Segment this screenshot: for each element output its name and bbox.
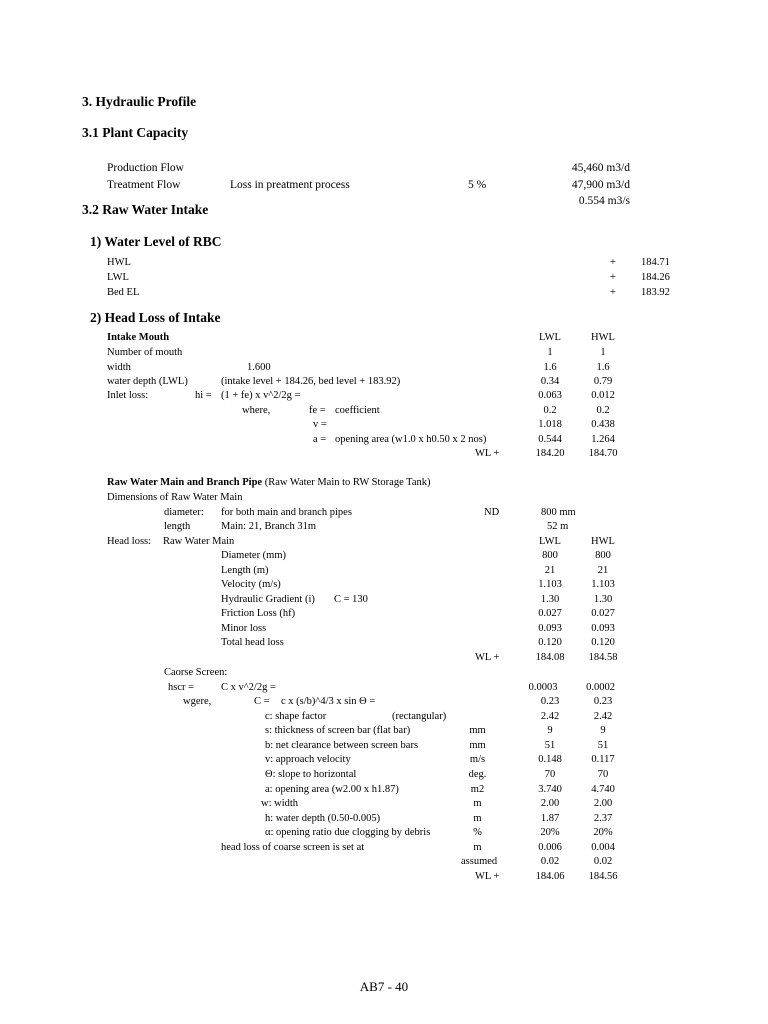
a-lwl: 0.544 — [538, 434, 562, 445]
inlet-lwl: 0.063 — [538, 390, 562, 401]
a-label: a = — [313, 434, 327, 445]
c-label: C = — [254, 696, 270, 707]
pipe-row-label: Minor loss — [221, 623, 267, 634]
screen-row-unit: m — [473, 798, 482, 809]
screen-row-unit: % — [473, 827, 482, 838]
rbc-sign: + — [610, 257, 616, 268]
screen-row-lwl: 3.740 — [538, 784, 562, 795]
where-label: wgere, — [183, 696, 212, 707]
pipe-row-hwl: 0.027 — [591, 608, 615, 619]
assumed-hwl: 0.02 — [593, 856, 613, 867]
raw-water-main-title-rest: (Raw Water Main to RW Storage Tank) — [262, 477, 431, 488]
production-flow-value: 45,460 m3/d — [571, 162, 630, 174]
shape-note: (rectangular) — [392, 711, 447, 722]
screen-row-hwl: 2.42 — [593, 711, 613, 722]
pipe-row-label: Length (m) — [221, 565, 269, 576]
screen-row-lwl: 51 — [544, 740, 556, 751]
screen-row-hwl: 0.117 — [591, 754, 615, 765]
pipe-row-label: Hydraulic Gradient (i) — [221, 594, 315, 605]
screen-row-lwl: 2.42 — [540, 711, 560, 722]
pipe-row-label: Diameter (mm) — [221, 550, 287, 561]
c-formula: c x (s/b)^4/3 x sin Θ = — [281, 696, 376, 707]
rbc-value: 184.26 — [641, 272, 670, 283]
length-value: 52 m — [547, 521, 569, 532]
coarse-screen-title: Caorse Screen: — [164, 667, 228, 678]
c-hwl: 0.23 — [593, 696, 613, 707]
pipe-row-lwl: 1.30 — [540, 594, 560, 605]
coarse-screen-set-hwl: 0.004 — [591, 842, 615, 853]
hscr-hwl: 0.0002 — [586, 682, 615, 693]
screen-row-label: Θ: slope to horizontal — [265, 769, 357, 780]
rbc-value: 183.92 — [641, 287, 670, 298]
dimensions-label: Dimensions of Raw Water Main — [107, 492, 243, 503]
wl-hwl: 184.70 — [588, 448, 618, 459]
screen-row-label: b: net clearance between screen bars — [265, 740, 419, 751]
production-flow-label: Production Flow — [107, 162, 184, 174]
rbc-label: Bed EL — [107, 287, 140, 298]
head-loss-desc: Raw Water Main — [163, 536, 235, 547]
loss-process-label: Loss in preatment process — [230, 179, 350, 191]
v-lwl: 1.018 — [538, 419, 562, 430]
treatment-flow-m3s: 0.554 m3/s — [578, 195, 630, 207]
section-heading-hydraulic-profile: 3. Hydraulic Profile — [82, 94, 197, 109]
width-lwl: 1.6 — [543, 362, 557, 373]
screen-row-label: s: thickness of screen bar (flat bar) — [265, 725, 411, 736]
inlet-hi-label: hi = — [195, 390, 212, 401]
screen-row-label: a: opening area (w2.00 x h1.87) — [265, 784, 399, 795]
coarse-screen-set-label: head loss of coarse screen is set at — [221, 842, 365, 853]
pipe-row-lwl: 800 — [542, 550, 558, 561]
screen-row-hwl: 70 — [597, 769, 609, 780]
pipe-row-label: Velocity (m/s) — [221, 579, 281, 590]
number-hwl: 1 — [600, 347, 606, 358]
pipe-row-hwl: 800 — [595, 550, 611, 561]
raw-water-main-title — [107, 478, 431, 489]
screen-row-hwl: 51 — [597, 740, 609, 751]
loss-percent: 5 % — [468, 179, 487, 191]
pipe-row-hwl: 0.093 — [591, 623, 615, 634]
screen-row-hwl: 4.740 — [591, 784, 615, 795]
rbc-label: LWL — [107, 272, 129, 283]
width-value: 1.600 — [247, 362, 271, 373]
section-heading-head-loss: 2) Head Loss of Intake — [90, 310, 221, 325]
rbc-label: HWL — [107, 257, 131, 268]
section-heading-water-level: 1) Water Level of RBC — [90, 234, 222, 249]
coarse-screen-set-unit: m — [473, 842, 482, 853]
hscr-formula: C x v^2/2g = — [221, 682, 276, 693]
rbc-value: 184.71 — [641, 257, 670, 268]
assumed-lwl: 0.02 — [540, 856, 560, 867]
length-label: length — [164, 521, 191, 532]
water-depth-lwl: 0.34 — [540, 376, 560, 387]
fe-hwl: 0.2 — [596, 405, 610, 416]
col-header-hwl: HWL — [591, 332, 615, 343]
c-lwl: 0.23 — [540, 696, 560, 707]
inlet-formula: (1 + fe) x v^2/2g = — [221, 390, 301, 401]
fe-lwl: 0.2 — [543, 405, 557, 416]
hazen-c-value: C = 130 — [334, 594, 368, 605]
screen-row-hwl: 9 — [600, 725, 606, 736]
wl-label: WL + — [475, 652, 500, 663]
water-depth-hwl: 0.79 — [593, 376, 613, 387]
coarse-screen-set-lwl: 0.006 — [538, 842, 562, 853]
screen-row-label: h: water depth (0.50-0.005) — [265, 813, 381, 824]
screen-row-hwl: 2.37 — [593, 813, 613, 824]
wl-label: WL + — [475, 871, 500, 882]
v-label: v = — [313, 419, 327, 430]
pipe-row-label: Total head loss — [221, 637, 284, 648]
screen-row-unit: deg. — [468, 769, 487, 780]
section-heading-raw-water-intake: 3.2 Raw Water Intake — [82, 202, 209, 217]
screen-row-unit: m2 — [470, 784, 485, 795]
pipe-row-lwl: 0.120 — [538, 637, 562, 648]
wl-lwl: 184.06 — [535, 871, 565, 882]
fe-desc: coefficient — [335, 405, 380, 416]
pipe-row-lwl: 21 — [544, 565, 556, 576]
col-header-lwl: LWL — [539, 332, 561, 343]
screen-row-lwl: 0.148 — [538, 754, 562, 765]
diameter-label: diameter: — [164, 507, 204, 518]
screen-row-label: v: approach velocity — [265, 754, 351, 765]
screen-row-lwl: 70 — [544, 769, 556, 780]
wl-hwl: 184.58 — [588, 652, 618, 663]
page-number: AB7 - 40 — [359, 979, 409, 994]
screen-row-unit: mm — [469, 725, 486, 736]
pipe-row-hwl: 0.120 — [591, 637, 615, 648]
screen-row-lwl: 9 — [547, 725, 553, 736]
pipe-row-hwl: 1.103 — [591, 579, 615, 590]
number-lwl: 1 — [547, 347, 553, 358]
head-loss-label: Head loss: — [107, 536, 152, 547]
screen-row-label: c: shape factor — [265, 711, 327, 722]
a-desc: opening area (w1.0 x h0.50 x 2 nos) — [335, 434, 487, 445]
width-hwl: 1.6 — [596, 362, 610, 373]
a-hwl: 1.264 — [591, 434, 615, 445]
diameter-desc: for both main and branch pipes — [221, 507, 352, 518]
pipe-row-lwl: 0.093 — [538, 623, 562, 634]
screen-row-unit: mm — [469, 740, 486, 751]
assumed-label: assumed — [461, 856, 498, 867]
screen-row-label: w: width — [261, 798, 299, 809]
diameter-value: 800 mm — [541, 507, 576, 518]
v-hwl: 0.438 — [591, 419, 615, 430]
col-header-hwl: HWL — [591, 536, 615, 547]
pipe-row-label: Friction Loss (hf) — [221, 608, 296, 619]
wl-label: WL + — [475, 448, 500, 459]
wl-lwl: 184.08 — [535, 652, 565, 663]
treatment-flow-value: 47,900 m3/d — [571, 179, 630, 191]
screen-row-hwl: 20% — [593, 827, 613, 838]
intake-mouth-title: Intake Mouth — [107, 332, 170, 343]
screen-row-hwl: 2.00 — [593, 798, 613, 809]
rbc-sign: + — [610, 287, 616, 298]
inlet-loss-label: Inlet loss: — [107, 390, 149, 401]
screen-row-lwl: 20% — [540, 827, 560, 838]
width-label: width — [107, 362, 131, 373]
water-depth-desc: (intake level + 184.26, bed level + 183.92) — [221, 376, 401, 387]
hscr-lwl: 0.0003 — [528, 682, 558, 693]
inlet-hwl: 0.012 — [591, 390, 615, 401]
nd-label: ND — [484, 507, 500, 518]
rbc-sign: + — [610, 272, 616, 283]
screen-row-unit: m — [473, 813, 482, 824]
pipe-row-lwl: 1.103 — [538, 579, 562, 590]
screen-row-unit: m/s — [469, 754, 486, 765]
section-heading-plant-capacity: 3.1 Plant Capacity — [82, 125, 189, 140]
pipe-row-hwl: 1.30 — [593, 594, 613, 605]
wl-hwl: 184.56 — [588, 871, 618, 882]
pipe-row-hwl: 21 — [597, 565, 609, 576]
screen-row-label: α: opening ratio due clogging by debris — [265, 828, 431, 838]
water-depth-label: water depth (LWL) — [107, 376, 188, 387]
pipe-row-lwl: 0.027 — [538, 608, 562, 619]
fe-label: fe = — [309, 405, 326, 416]
treatment-flow-label: Treatment Flow — [107, 179, 181, 191]
raw-water-main-title-bold: Raw Water Main and Branch Pipe — [107, 477, 263, 488]
length-desc: Main: 21, Branch 31m — [221, 521, 317, 532]
number-of-mouth-label: Number of mouth — [107, 347, 183, 358]
col-header-lwl: LWL — [539, 536, 561, 547]
where-label: where, — [242, 405, 271, 416]
hscr-label: hscr = — [168, 682, 195, 693]
screen-row-lwl: 1.87 — [540, 813, 560, 824]
wl-lwl: 184.20 — [535, 448, 565, 459]
screen-row-lwl: 2.00 — [540, 798, 560, 809]
